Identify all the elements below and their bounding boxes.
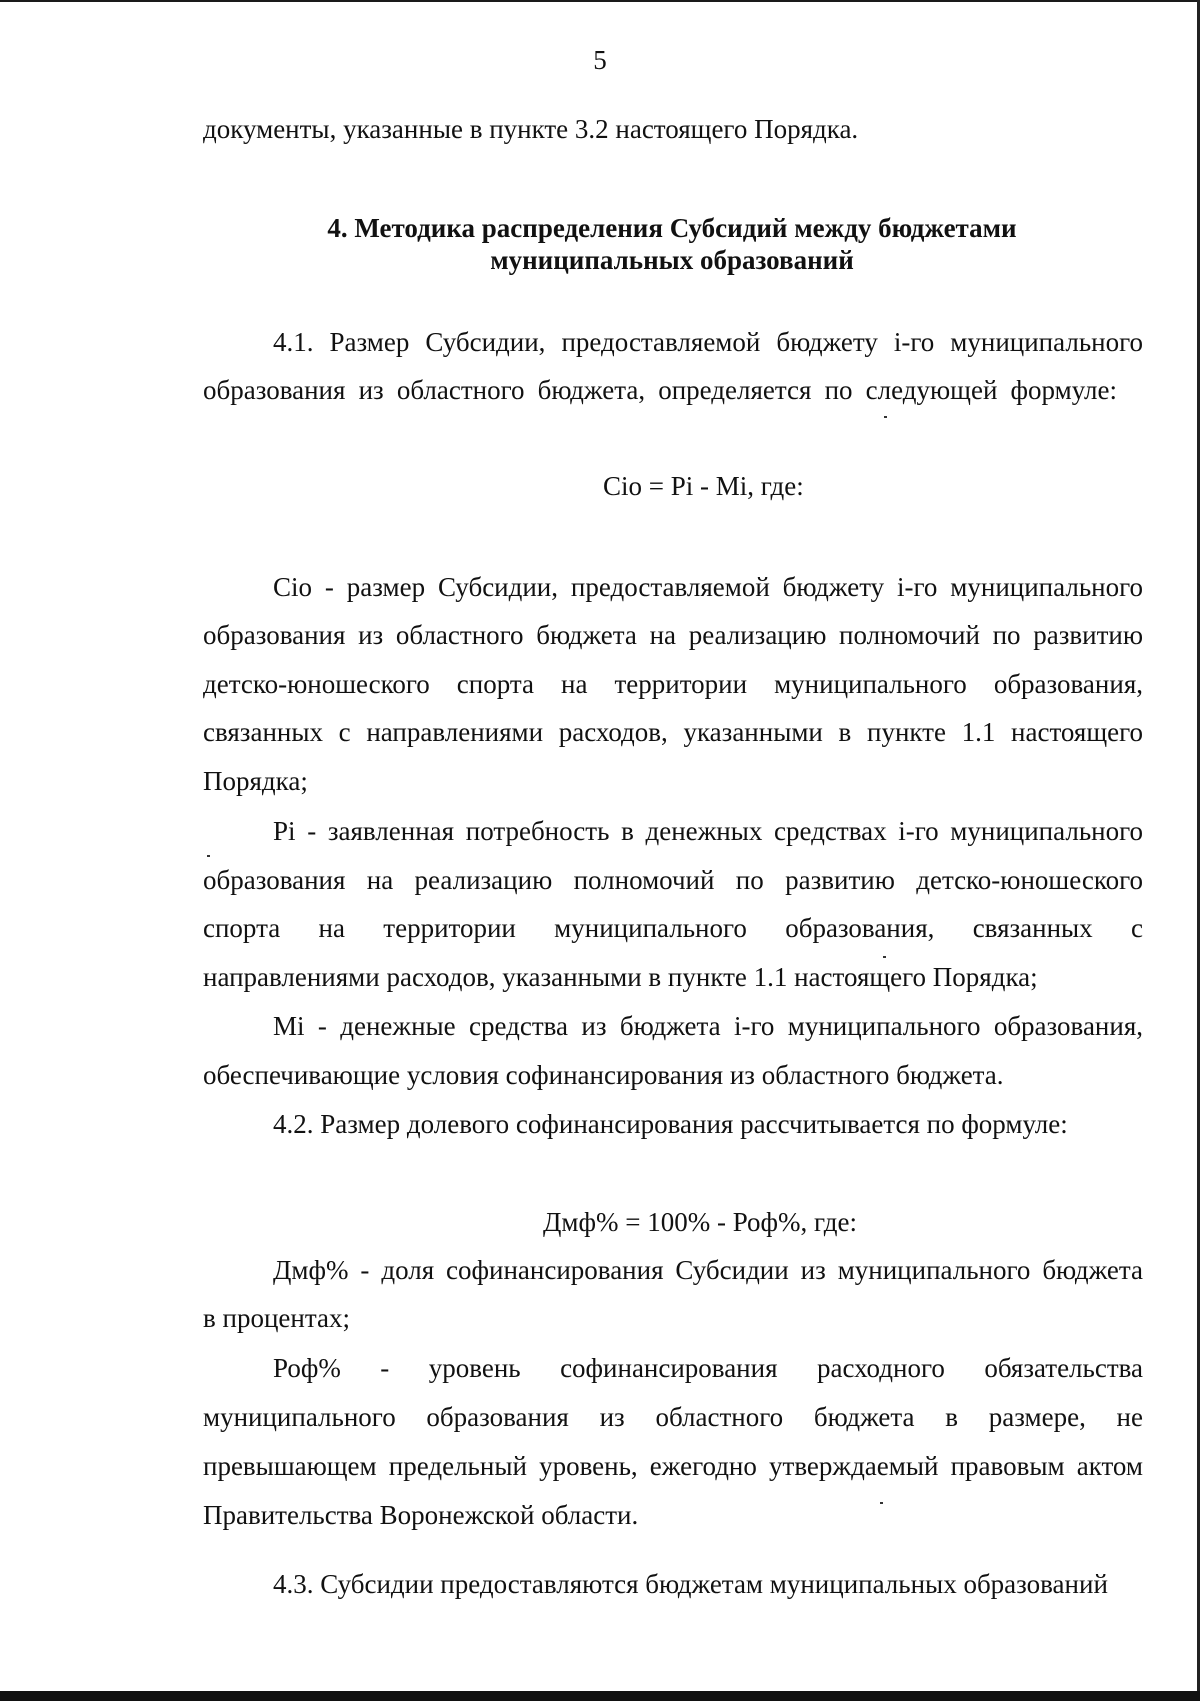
- p41-line2: образования из областного бюджета, определяется по следующей формуле:: [203, 375, 1117, 405]
- def-cio-line3: детско-юношеского спорта на территории муниципального образования,: [203, 669, 1143, 699]
- page-number: 5: [593, 45, 607, 75]
- def-rof-line2: муниципального образования из областного бюджета в размере, не: [203, 1402, 1143, 1432]
- formula-dmf: Дмф% = 100% - Роф%, где:: [543, 1207, 857, 1237]
- def-dmf-line1: Дмф% - доля софинансирования Субсидии из муниципального бюджета: [273, 1255, 1143, 1285]
- def-pi-line3: спорта на территории муниципального образования, связанных с: [203, 913, 1143, 943]
- def-dmf-line2: в процентах;: [203, 1303, 350, 1333]
- p43: 4.3. Субсидии предоставляются бюджетам муниципальных образований: [273, 1569, 1108, 1599]
- p41-line1: 4.1. Размер Субсидии, предоставляемой бюджету i-го муниципального: [273, 327, 1143, 357]
- scan-speck: [880, 1502, 883, 1504]
- scan-edge-top: [0, 0, 1200, 2]
- def-mi-line1: Mi - денежные средства из бюджета i-го муниципального образования,: [273, 1011, 1143, 1041]
- def-cio-line4: связанных с направлениями расходов, указанными в пункте 1.1 настоящего: [203, 717, 1143, 747]
- def-mi-line2: обеспечивающие условия софинансирования из областного бюджета.: [203, 1060, 1004, 1090]
- def-pi-line1: Pi - заявленная потребность в денежных средствах i-го муниципального: [273, 816, 1143, 846]
- def-rof-line1: Роф% - уровень софинансирования расходного обязательства: [273, 1353, 1143, 1383]
- scan-speck: [884, 416, 887, 418]
- def-cio-line2: образования из областного бюджета на реализацию полномочий по развитию: [203, 620, 1143, 650]
- scan-speck: [883, 956, 886, 958]
- def-cio-line1: Cio - размер Субсидии, предоставляемой бюджету i-го муниципального: [273, 572, 1143, 602]
- scan-speck: [207, 855, 210, 857]
- def-rof-line3: превышающем предельный уровень, ежегодно утверждаемый правовым актом: [203, 1451, 1143, 1481]
- p42: 4.2. Размер долевого софинансирования рассчитывается по формуле:: [273, 1109, 1068, 1139]
- formula-cio: Cio = Pi - Mi, где:: [603, 471, 804, 501]
- def-pi-line4: направлениями расходов, указанными в пункте 1.1 настоящего Порядка;: [203, 962, 1038, 992]
- def-pi-line2: образования на реализацию полномочий по развитию детско-юношеского: [203, 865, 1143, 895]
- section-heading-line2: муниципальных образований: [490, 245, 854, 275]
- def-rof-line4: Правительства Воронежской области.: [203, 1500, 639, 1530]
- def-cio-line5: Порядка;: [203, 766, 308, 796]
- scan-edge-bottom: [0, 1691, 1200, 1701]
- intro-line: документы, указанные в пункте 3.2 настоящего Порядка.: [203, 114, 859, 144]
- section-heading-line1: 4. Методика распределения Субсидий между бюджетами: [327, 213, 1017, 243]
